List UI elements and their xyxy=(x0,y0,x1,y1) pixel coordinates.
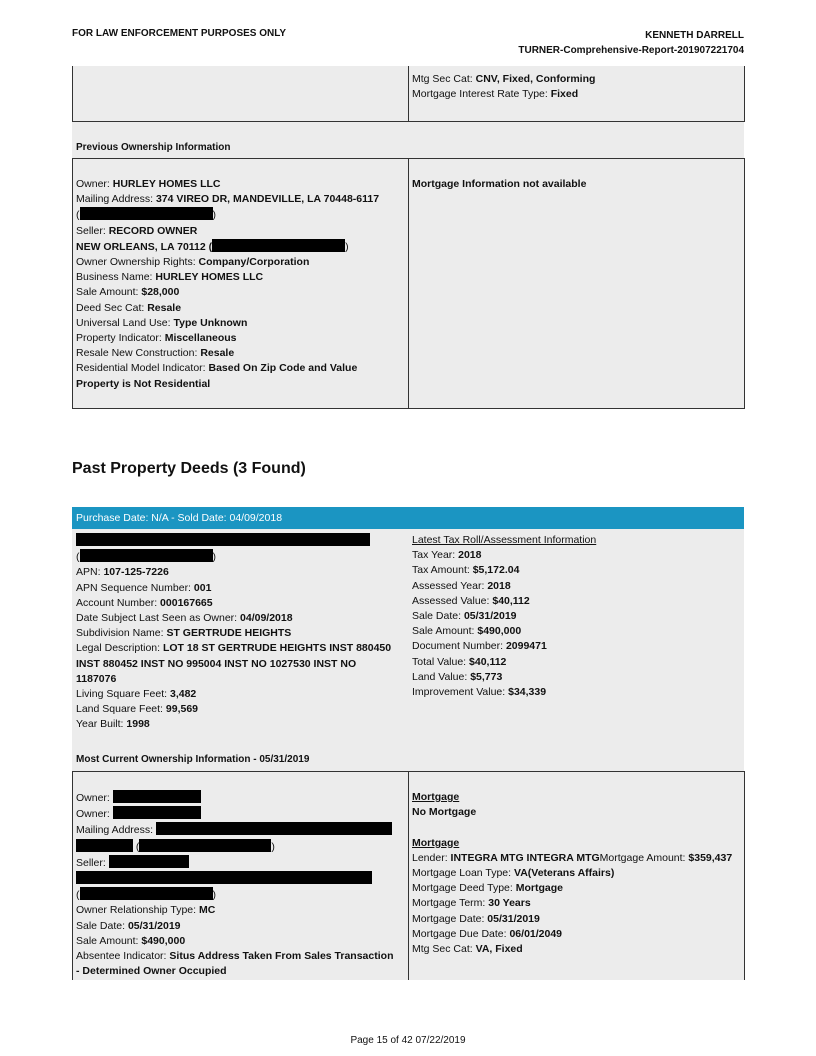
legal-value-cont2: 1187076 xyxy=(76,672,117,685)
continued-divider xyxy=(408,66,409,122)
last-seen-value: 04/09/2018 xyxy=(240,612,293,625)
business-label: Business Name: xyxy=(76,271,156,284)
land-value-value: $5,773 xyxy=(470,670,503,683)
report-title xyxy=(518,28,744,58)
tax-year-value: 2018 xyxy=(458,549,482,562)
ownership-rights-value: Company/Corporation xyxy=(198,256,310,269)
tax-amount-label: Tax Amount: xyxy=(412,564,473,577)
res-model-label: Residential Model Indicator: xyxy=(76,362,209,375)
apn-seq-value: 001 xyxy=(193,581,212,594)
land-sqft-label: Land Square Feet: xyxy=(76,703,166,716)
property-indicator-value: Miscellaneous xyxy=(164,332,237,345)
redacted-phone xyxy=(80,207,213,220)
total-value-label: Total Value: xyxy=(412,655,470,668)
redacted-address xyxy=(76,533,370,546)
redacted-mailing xyxy=(156,822,392,835)
res-model-value-cont: Property is Not Residential xyxy=(76,377,211,390)
deed-sec-label: Deed Sec Cat: xyxy=(76,301,148,314)
land-use-label: Universal Land Use: xyxy=(76,316,174,329)
term-label: Mortgage Term: xyxy=(412,897,489,910)
redacted-seller-phone xyxy=(212,239,345,252)
absentee-value-cont: - Determined Owner Occupied xyxy=(76,965,227,978)
seller-label: Seller: xyxy=(76,224,109,237)
rate-type-label: Mortgage Interest Rate Type: xyxy=(412,88,551,101)
sale-amount-label: Sale Amount: xyxy=(412,625,478,638)
tax-assessment-details xyxy=(412,533,596,700)
redacted-owner xyxy=(113,790,201,803)
assessed-year-value: 2018 xyxy=(487,579,511,592)
legal-value: LOT 18 ST GERTRUDE HEIGHTS INST 880450 xyxy=(162,642,392,655)
rate-type-value: Fixed xyxy=(550,88,579,101)
seller-value: RECORD OWNER xyxy=(108,224,198,237)
redacted-seller-phone xyxy=(80,887,213,900)
mortgage-date-label: Mortgage Date: xyxy=(412,912,488,925)
ownership-rights-label: Owner Ownership Rights: xyxy=(76,256,199,269)
report-disclaimer: FOR LAW ENFORCEMENT PURPOSES ONLY xyxy=(72,28,287,39)
relationship-label: Owner Relationship Type: xyxy=(76,904,199,917)
redacted-phone xyxy=(139,839,271,852)
tax-heading: Latest Tax Roll/Assessment Information xyxy=(412,534,597,546)
account-label: Account Number: xyxy=(76,596,161,609)
owner-label: Owner: xyxy=(76,178,113,190)
owner-label: Owner: xyxy=(76,792,113,804)
mtg-sec-cat-label: Mtg Sec Cat: xyxy=(412,73,476,85)
redacted-seller xyxy=(109,855,189,868)
assessed-value-label: Assessed Value: xyxy=(412,594,493,607)
living-sqft-value: 3,482 xyxy=(169,688,197,701)
mortgage-not-available: Mortgage Information not available xyxy=(412,178,587,190)
document-number-label: Document Number: xyxy=(412,640,506,653)
year-built-value: 1998 xyxy=(126,718,150,731)
previous-ownership-title: Previous Ownership Information xyxy=(76,142,231,153)
sale-amount-label: Sale Amount: xyxy=(76,934,142,947)
sale-date-label: Sale Date: xyxy=(76,919,128,932)
sec-cat-label: Mtg Sec Cat: xyxy=(412,943,476,956)
seller-label: Seller: xyxy=(76,856,109,869)
relationship-value: MC xyxy=(198,904,216,917)
sale-date-value: 05/31/2019 xyxy=(463,610,517,623)
report-id: TURNER-Comprehensive-Report-201907221704 xyxy=(518,45,744,56)
mortgage-heading-2: Mortgage xyxy=(412,836,460,849)
sale-amount-value: $28,000 xyxy=(141,286,180,299)
redacted-city xyxy=(76,839,133,852)
mtg-sec-cat-value: CNV, Fixed, Conforming xyxy=(475,73,596,85)
previous-ownership-details: Owner: HURLEY HOMES LLC Mailing Address: 374 VIREO DR, MANDEVILLE, LA 70448-6117 ( ) Seller: RECORD OWNER NEW ORLEANS, LA 70112 ( ) Owner Ownership Rights: Company/Corporation Business Name: HURLEY HOMES LLC Sale Amount: $28,000 Deed Sec Cat: Resale Universal Land Use: Type Unknown Property Indicator: Miscellaneous Resale New Construction: Resale Residential Model Indicator: Based On Zip Code and Value Property is Not Residential xyxy=(76,177,379,392)
deed-sec-value: Resale xyxy=(147,301,182,314)
deed-type-label: Mortgage Deed Type: xyxy=(412,882,516,895)
sec-cat-value: VA, Fixed xyxy=(475,943,523,956)
sale-amount-value: $490,000 xyxy=(477,625,522,638)
improvement-value-value: $34,339 xyxy=(508,686,547,699)
account-value: 000167665 xyxy=(160,596,213,609)
total-value-value: $40,112 xyxy=(469,655,507,668)
redacted-phone xyxy=(80,549,213,562)
legal-value-cont: INST 880452 INST NO 995004 INST NO 1027530 INST NO xyxy=(76,657,357,670)
subdivision-value: ST GERTRUDE HEIGHTS xyxy=(166,627,292,640)
mortgage-amount-value: $359,437 xyxy=(688,851,733,864)
due-date-label: Mortgage Due Date: xyxy=(412,927,510,940)
tax-year-label: Tax Year: xyxy=(412,549,459,562)
sale-amount-value: $490,000 xyxy=(141,934,186,947)
current-ownership-divider xyxy=(408,771,409,980)
page-footer: Page 15 of 42 07/22/2019 xyxy=(350,1035,466,1046)
seller-city: NEW ORLEANS, LA 70112 ( xyxy=(76,240,213,253)
deed-type-value: Mortgage xyxy=(515,882,563,895)
current-owner-details: Owner: Owner: Mailing Address: ( ) Seller: ( ) Owner Relationship Type: MC Sale Date: 05/31/2019 Sale Amount: $490,000 Absentee Indicator: Situs Address Taken From Sales Transaction - Determined Owner Occupied xyxy=(76,790,393,979)
subdivision-label: Subdivision Name: xyxy=(76,627,167,640)
sale-date-value: 05/31/2019 xyxy=(127,919,181,932)
owner-label-2: Owner: xyxy=(76,808,113,821)
due-date-value: 06/01/2049 xyxy=(509,927,563,940)
absentee-label: Absentee Indicator: xyxy=(76,950,170,963)
mailing-label: Mailing Address: xyxy=(76,193,156,206)
deed-date-bar: Purchase Date: N/A - Sold Date: 04/09/2018 xyxy=(72,507,744,529)
resale-label: Resale New Construction: xyxy=(76,347,201,360)
land-use-value: Type Unknown xyxy=(173,316,248,329)
continued-mortgage-details xyxy=(412,72,595,102)
mailing-value: 374 VIREO DR, MANDEVILLE, LA 70448-6117 xyxy=(155,193,380,206)
improvement-value-label: Improvement Value: xyxy=(412,686,509,699)
apn-value: 107-125-7226 xyxy=(103,566,169,579)
redacted-seller-address xyxy=(76,871,372,884)
no-mortgage: No Mortgage xyxy=(412,806,477,819)
assessed-value-value: $40,112 xyxy=(492,594,530,607)
current-mortgage-details xyxy=(412,790,732,957)
lender-label: Lender: xyxy=(412,851,451,864)
previous-ownership-divider xyxy=(408,158,409,409)
term-value: 30 Years xyxy=(488,897,531,910)
sale-date-label: Sale Date: xyxy=(412,610,464,623)
land-value-label: Land Value: xyxy=(412,670,471,683)
property-indicator-label: Property Indicator: xyxy=(76,332,165,345)
mortgage-date-value: 05/31/2019 xyxy=(487,912,540,925)
year-built-label: Year Built: xyxy=(76,718,127,731)
deed-property-details: ( ) APN: 107-125-7226 APN Sequence Number: 001 Account Number: 000167665 Date Subject Last Seen as Owner: 04/09/2018 Subdivision Name: ST GERTRUDE HEIGHTS Legal Description: LOT 18 ST GERTRUDE HEIGHTS INST 880450 INST 880452 INST NO 995004 INST NO 1027530 INST NO 1187076 Living Square Feet: 3,482 Land Square Feet: 99,569 Year Built: 1998 xyxy=(76,533,391,733)
tax-amount-value: $5,172.04 xyxy=(472,564,520,577)
owner-value: HURLEY HOMES LLC xyxy=(112,178,221,190)
current-ownership-title: Most Current Ownership Information - 05/31/2019 xyxy=(76,754,310,765)
last-seen-label: Date Subject Last Seen as Owner: xyxy=(76,612,241,625)
living-sqft-label: Living Square Feet: xyxy=(76,688,170,701)
legal-label: Legal Description: xyxy=(76,642,163,655)
sale-amount-label: Sale Amount: xyxy=(76,286,142,299)
business-value: HURLEY HOMES LLC xyxy=(155,271,264,284)
redacted-owner-2 xyxy=(113,806,201,819)
absentee-value: Situs Address Taken From Sales Transaction xyxy=(169,950,394,963)
apn-seq-label: APN Sequence Number: xyxy=(76,581,194,594)
lender-value: INTEGRA MTG INTEGRA MTG xyxy=(450,851,600,864)
mailing-label: Mailing Address: xyxy=(76,824,156,837)
document-number-value: 2099471 xyxy=(505,640,547,653)
mortgage-amount-label: Mortgage Amount: xyxy=(599,851,689,864)
assessed-year-label: Assessed Year: xyxy=(412,579,488,592)
apn-label: APN: xyxy=(76,566,104,579)
land-sqft-value: 99,569 xyxy=(165,703,199,716)
past-deeds-title: Past Property Deeds (3 Found) xyxy=(72,460,306,477)
loan-type-label: Mortgage Loan Type: xyxy=(412,867,514,880)
mortgage-heading: Mortgage xyxy=(412,791,460,803)
resale-value: Resale xyxy=(200,347,235,360)
loan-type-value: VA(Veterans Affairs) xyxy=(513,867,615,880)
subject-name: KENNETH DARRELL xyxy=(645,30,744,41)
res-model-value: Based On Zip Code and Value xyxy=(208,362,358,375)
